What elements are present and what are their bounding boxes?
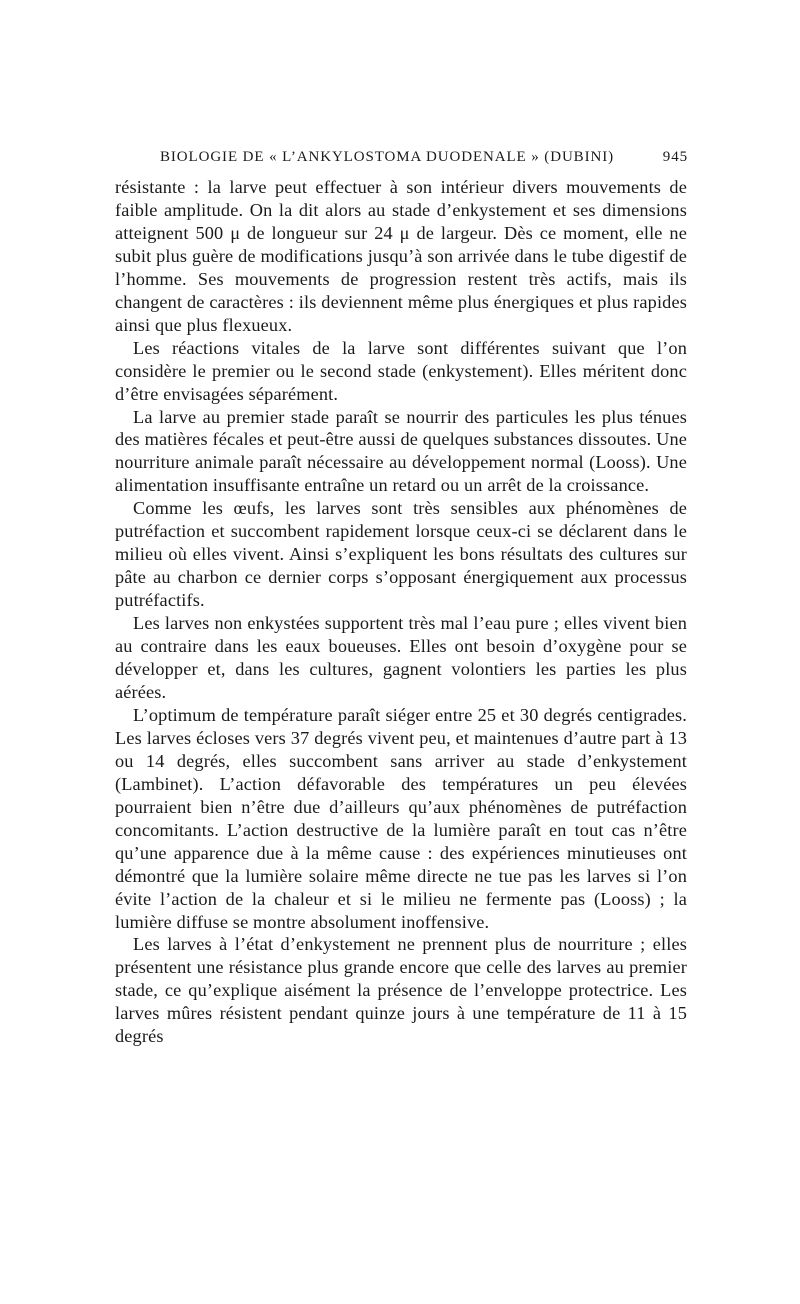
running-title: BIOLOGIE DE « L’ANKYLOSTOMA DUODENALE » (DUBINI) [160, 149, 614, 165]
body-text [115, 176, 687, 1048]
paragraph-temperature-light: L’optimum de température paraît siéger entre 25 et 30 degrés centigrades. Les larves écloses vers 37 degrés vivent peu, et maintenues d’autre part à 13 ou 14 degrés, elles succombent sans arriver au stade d’enkystement (Lambinet). L’action défavorable des températures un peu élevées pourraient bien n’être due d’ailleurs qu’aux phénomènes de putréfaction concomitants. L’action destructive de la lumière paraît en tout cas n’être qu’une apparence due à la même cause : des expériences minutieuses ont démontré que la lumière solaire même directe ne tue pas les larves si l’on évite l’action de la chaleur et si le milieu ne fermente pas (Looss) ; la lumière diffuse se montre absolument inoffensive. [115, 704, 687, 932]
paragraph-first-stage-feeding: La larve au premier stade paraît se nourrir des particules les plus ténues des matières fécales et peut-être aussi de quelques substances dissoutes. Une nourriture animale paraît nécessaire au développement normal (Looss). Une alimentation insuffisante entraîne un retard ou un arrêt de la croissance. [115, 406, 687, 496]
page-number: 945 [662, 149, 688, 165]
paragraph-encysted-larvae: Les larves à l’état d’enkystement ne prennent plus de nourriture ; elles présentent une résistance plus grande encore que celle des larves au premier stade, ce qu’explique aisément la présence de l’enveloppe protectrice. Les larves mûres résistent pendant quinze jours à une température de 11 à 15 degrés [115, 934, 687, 1047]
running-header [160, 147, 688, 167]
paragraph-vital-reactions: Les réactions vitales de la larve sont différentes suivant que l’on considère le premier ou le second stade (enkystement). Elles méritent donc d’être envisagées séparément. [115, 337, 687, 404]
paragraph-water-oxygen: Les larves non enkystées supportent très mal l’eau pure ; elles vivent bien au contraire dans les eaux boueuses. Elles ont besoin d’oxygène pour se développer et, dans les cultures, gagnent volontiers les parties les plus aérées. [115, 613, 687, 702]
paragraph-continuation: résistante : la larve peut effectuer à son intérieur divers mouvements de faible amplitude. On la dit alors au stade d’enkystement et ses dimensions atteignent 500 μ de longueur sur 24 μ de largeur. Dès ce moment, elle ne subit plus guère de modifications jusqu’à son arrivée dans le tube digestif de l’homme. Ses mouvements de progression restent très actifs, mais ils changent de caractères : ils deviennent même plus énergiques et plus rapides ainsi que plus flexueux. [115, 177, 687, 335]
paragraph-putrefaction: Comme les œufs, les larves sont très sensibles aux phénomènes de putréfaction et succombent rapidement lorsque ceux-ci se déclarent dans le milieu où elles vivent. Ainsi s’expliquent les bons résultats des cultures sur pâte au charbon ce dernier corps s’opposant énergiquement aux processus putréfactifs. [115, 498, 687, 611]
